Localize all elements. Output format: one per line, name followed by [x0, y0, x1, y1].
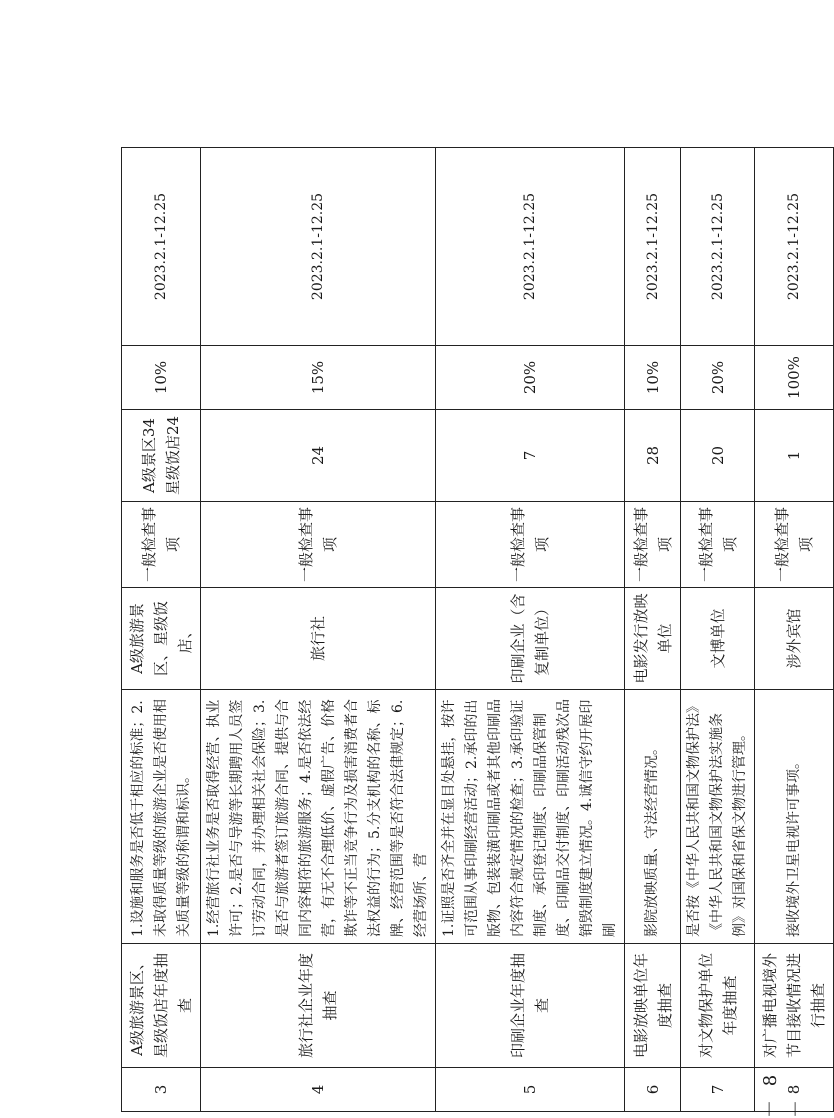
- page-number: － 8 －: [760, 1070, 807, 1118]
- inspection-content: 接收境外卫星电视许可事项。: [755, 690, 834, 944]
- inspection-content: 影院放映质量、守法经营情况。: [625, 690, 681, 944]
- inspection-ratio: 10%: [122, 346, 201, 410]
- row-number: 5: [436, 1068, 625, 1112]
- inspection-object: 旅行社: [201, 588, 436, 690]
- inspection-content: 1.设施和服务是否低于相应的标准；2.未取得质量等级的旅游企业是否使用相关质量等级的称谓和标识。: [122, 690, 201, 944]
- inspection-ratio: 15%: [201, 346, 436, 410]
- inspection-object: 印刷企业（含复制单位）: [436, 588, 625, 690]
- inspection-count: A级景区34星级饭店24: [122, 410, 201, 502]
- inspection-object: A级旅游景区、星级饭店、: [122, 588, 201, 690]
- inspection-type: 一般检查事项: [122, 502, 201, 588]
- inspection-count: 28: [625, 410, 681, 502]
- inspection-content: 1.证照是否齐全并在显目处悬挂，按许可范围从事印刷经营活动；2.承印的出版物、包装装潢印刷品或者其他印刷品内容符合规定情况的检查；3.承印验证制度、承印登记制度、印刷品保管制度、印刷品交付制度、印刷活动残次品销毁制度建立情况。4.诚信守约开展印刷: [436, 690, 625, 944]
- inspection-period: 2023.2.1-12.25: [681, 148, 755, 346]
- inspection-content: 是否按《中华人民共和国文物保护法》《中华人民共和国文物保护法实施条例》对国保和省保文物进行管理。: [681, 690, 755, 944]
- inspection-period: 2023.2.1-12.25: [201, 148, 436, 346]
- inspection-type: 一般检查事项: [625, 502, 681, 588]
- project-name: 印刷企业年度抽 查: [436, 944, 625, 1068]
- row-number: 3: [122, 1068, 201, 1112]
- inspection-table: [121, 147, 834, 1112]
- inspection-count: 1: [755, 410, 834, 502]
- table-row: [436, 148, 625, 1112]
- inspection-object: 电影发行放映单位: [625, 588, 681, 690]
- row-number: 4: [201, 1068, 436, 1112]
- inspection-period: 2023.2.1-12.25: [436, 148, 625, 346]
- row-number: 8: [755, 1068, 834, 1112]
- table-row: [625, 148, 681, 1112]
- inspection-period: 2023.2.1-12.25: [122, 148, 201, 346]
- project-name: 电影放映单位年度抽查: [625, 944, 681, 1068]
- inspection-ratio: 100%: [755, 346, 834, 410]
- table-row: [201, 148, 436, 1112]
- inspection-count: 24: [201, 410, 436, 502]
- table-row: [681, 148, 755, 1112]
- inspection-ratio: 20%: [436, 346, 625, 410]
- inspection-count: 7: [436, 410, 625, 502]
- inspection-ratio: 20%: [681, 346, 755, 410]
- project-name: 对广播电视境外节目接收情况进行抽查: [755, 944, 834, 1068]
- rotated-table-frame: [121, 148, 827, 1112]
- inspection-type: 一般检查事项: [681, 502, 755, 588]
- project-name: A级旅游景区、星级饭店年度抽 查: [122, 944, 201, 1068]
- table-row: [122, 148, 201, 1112]
- inspection-type: 一般检查事项: [755, 502, 834, 588]
- project-name: 对文物保护单位年度抽查: [681, 944, 755, 1068]
- table-row: [755, 148, 834, 1112]
- row-number: 6: [625, 1068, 681, 1112]
- inspection-period: 2023.2.1-12.25: [625, 148, 681, 346]
- inspection-count: 20: [681, 410, 755, 502]
- inspection-period: 2023.2.1-12.25: [755, 148, 834, 346]
- project-name: 旅行社企业年度抽查: [201, 944, 436, 1068]
- inspection-object: 文博单位: [681, 588, 755, 690]
- inspection-object: 涉外宾馆: [755, 588, 834, 690]
- row-number: 7: [681, 1068, 755, 1112]
- inspection-content: 1.经营旅行社业务是否取得经营、执业许可；2.是否与导游等长期聘用人员签订劳动合同，并办理相关社会保险；3.是否与旅游者签订旅游合同、提供与合同内容相符的旅游服务；4.是否依法经营，有无不合理低价、虚假广告、价格欺诈等不正当竞争行为及损害消费者合法权益的行为；5.分支机构的名称、标牌、经营范围等是否符合法律规定；6.经营场所、营: [201, 690, 436, 944]
- inspection-type: 一般检查事项: [201, 502, 436, 588]
- inspection-type: 一般检查事项: [436, 502, 625, 588]
- inspection-ratio: 10%: [625, 346, 681, 410]
